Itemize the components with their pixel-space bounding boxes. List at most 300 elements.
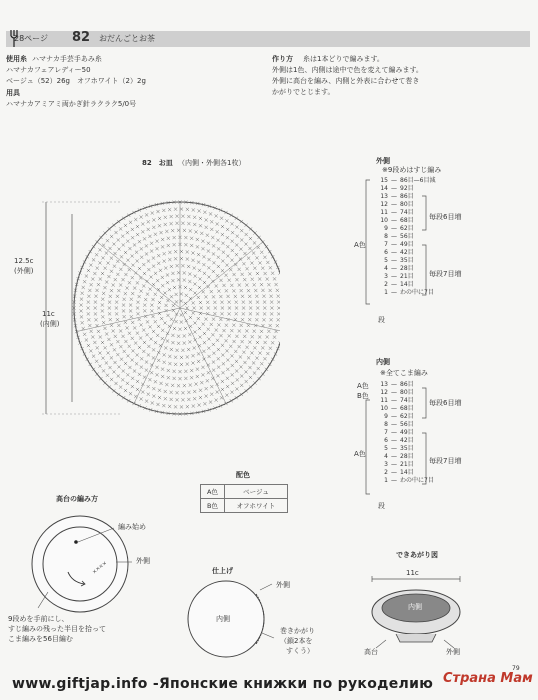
base-outer-label: 外側 [136, 557, 150, 565]
row-note: 6目減 [419, 177, 436, 184]
stitch-mark [261, 372, 264, 375]
stitch-mark [199, 396, 202, 399]
stitch-mark [140, 397, 143, 400]
stitch-mark [191, 361, 194, 364]
stitch-mark [240, 220, 243, 223]
stitch-count: 49目 [400, 429, 414, 436]
table-row: 13 — 86目 [378, 381, 434, 389]
stitch-mark [193, 397, 196, 400]
stitch-mark [157, 359, 160, 362]
table-row: 15 — 86目—6目減 [378, 177, 435, 185]
stitch-mark [212, 244, 215, 247]
stitch-mark [240, 384, 243, 387]
dim-outer: 12.5c [14, 257, 34, 265]
stitch-mark [134, 218, 137, 221]
inner-color-a: A色 [357, 382, 369, 390]
base-start-label: 編み始め [118, 523, 146, 531]
stitch-mark [151, 211, 154, 214]
inner-color-a2: A色 [354, 450, 366, 458]
outer-group2: 毎段7目増 [429, 270, 462, 278]
stitch-mark [161, 337, 164, 340]
stitch-mark [106, 239, 109, 242]
method-line: 外側に高台を編み、内側と外表に合わせて巻き [272, 77, 420, 85]
stitch-mark [184, 243, 187, 246]
row-number: 3 [384, 273, 388, 280]
stitch-mark [256, 301, 259, 304]
stitch-mark [121, 235, 124, 238]
stitch-mark [148, 235, 151, 238]
base-ring-title: 高台の編み方 [56, 495, 98, 503]
stitch-mark [242, 306, 245, 309]
stitch-mark [80, 303, 83, 306]
stitch-mark [240, 238, 243, 241]
result-base-label: 高台 [364, 648, 378, 656]
stitch-mark [243, 361, 246, 364]
stitch-mark [152, 226, 155, 229]
stitch-mark [186, 250, 189, 253]
row-number: 12 [380, 201, 388, 208]
stitch-mark [134, 341, 137, 344]
stitch-mark [193, 346, 196, 349]
stitch-mark [109, 318, 112, 321]
stitch-mark [203, 281, 206, 284]
stitch-mark [103, 327, 106, 330]
stitch-mark [131, 228, 134, 231]
stitch-mark [235, 226, 238, 229]
stitch-mark [242, 312, 245, 315]
stitch-mark [230, 214, 233, 217]
stitch-mark [216, 274, 219, 277]
stitch-mark [207, 242, 210, 245]
stitch-mark [141, 222, 144, 225]
stitch-mark [131, 254, 134, 257]
stitch-mark [253, 381, 256, 384]
stitch-mark [116, 273, 119, 276]
stitch-mark [181, 215, 184, 218]
row-number: 13 [380, 193, 388, 200]
stitch-mark [161, 375, 164, 378]
stitch-mark [117, 238, 120, 241]
table-row: 5 — 35目 [378, 445, 434, 453]
stitch-mark [220, 301, 223, 304]
stitch-mark [122, 396, 125, 399]
stitch-mark [200, 232, 203, 235]
stitch-mark [266, 261, 269, 264]
stitch-mark [129, 221, 132, 224]
page-number: 79 [512, 665, 520, 672]
inner-color-b: B色 [357, 392, 369, 400]
stitch-mark [221, 388, 224, 391]
stitch-mark [131, 321, 134, 324]
stitch-mark [129, 309, 132, 312]
stitch-mark [145, 213, 148, 216]
stitch-mark [106, 374, 109, 377]
stitch-mark [117, 393, 120, 396]
table-row: 10 — 68目 [378, 217, 435, 225]
stitch-mark [161, 368, 164, 371]
stitch-mark [222, 251, 225, 254]
base-note: 9段めを手前にし、 [8, 615, 69, 623]
stitch-mark [87, 318, 90, 321]
stitch-mark [267, 330, 270, 333]
row-number: 8 [384, 233, 388, 240]
stitch-mark [114, 278, 117, 281]
stitch-mark [277, 306, 280, 309]
stitch-mark [190, 244, 193, 247]
stitch-mark [185, 294, 188, 297]
stitch-mark [270, 318, 273, 321]
stitch-mark [189, 383, 192, 386]
stitch-mark [267, 283, 270, 286]
stitch-count: 35目 [400, 257, 414, 264]
stitch-mark [270, 312, 273, 315]
stitch-mark [207, 275, 210, 278]
stitch-mark [258, 277, 261, 280]
stitch-mark [234, 295, 237, 298]
method-line: 外側は1色、内側は途中で色を変えて編みます。 [272, 66, 423, 74]
stitch-mark [170, 265, 173, 268]
stitch-mark [87, 344, 90, 347]
stitch-mark [99, 277, 102, 280]
stitch-mark [188, 280, 191, 283]
stitch-mark [176, 349, 179, 352]
stitch-mark [91, 277, 94, 280]
stitch-mark [225, 394, 228, 397]
stitch-mark [201, 240, 204, 243]
stitch-mark [263, 312, 266, 315]
stitch-count: 68目 [400, 405, 414, 412]
stitch-mark [253, 241, 256, 244]
stitch-mark [207, 337, 210, 340]
stitch-mark [248, 295, 251, 298]
color-table-title: 配色 [236, 471, 250, 479]
finish-outer-label: 外側 [276, 581, 290, 589]
stitch-mark [155, 366, 158, 369]
stitch-mark [160, 296, 163, 299]
stitch-mark [140, 366, 143, 369]
stitch-mark [170, 295, 173, 298]
outer-table-note: ※9段めはすじ編み [382, 166, 442, 174]
stitch-mark [150, 371, 153, 374]
stitch-mark [230, 329, 233, 332]
stitch-count: 56目 [400, 233, 414, 240]
stitch-mark [260, 330, 263, 333]
stitch-mark [193, 223, 196, 226]
stitch-mark [191, 259, 194, 262]
stitch-mark [190, 369, 193, 372]
stitch-mark [187, 222, 190, 225]
stitch-mark [117, 374, 120, 377]
color-table [200, 484, 288, 513]
stitch-mark [245, 267, 248, 270]
stitch-mark [131, 358, 134, 361]
stitch-mark [180, 405, 183, 408]
stitch-mark [202, 255, 205, 258]
stitch-mark [173, 286, 176, 289]
stitch-mark [232, 324, 235, 327]
stitch-mark [180, 207, 183, 210]
stitch-mark [110, 289, 113, 292]
stitch-mark [110, 356, 113, 359]
stitch-mark [200, 306, 203, 309]
table-row: 11 — 74目 [378, 397, 434, 405]
stitch-mark [184, 236, 187, 239]
stitch-mark [225, 289, 228, 292]
stitch-mark [277, 300, 280, 303]
stitch-mark [265, 245, 268, 248]
stitch-count: 42目 [400, 249, 414, 256]
stitch-mark [101, 298, 104, 301]
table-row: 4 — 28目 [378, 265, 435, 273]
stitch-mark [245, 233, 248, 236]
stitch-mark [220, 217, 223, 220]
stitch-mark [112, 242, 115, 245]
stitch-mark [207, 371, 210, 374]
stitch-mark [164, 266, 167, 269]
stitch-count: 28目 [400, 265, 414, 272]
row-number: 14 [380, 185, 388, 192]
stitch-mark [232, 340, 235, 343]
stitch-mark [256, 272, 259, 275]
stitch-mark [241, 273, 244, 276]
stitch-mark [149, 275, 152, 278]
stitch-mark [263, 306, 266, 309]
stitch-mark [186, 208, 189, 211]
stitch-mark [211, 236, 214, 239]
stitch-mark [124, 251, 127, 254]
stitch-mark [167, 369, 170, 372]
stitch-mark [108, 301, 111, 304]
stitch-mark [240, 374, 243, 377]
stitch-mark [129, 303, 132, 306]
stitch-mark [180, 320, 183, 323]
stitch-mark [260, 251, 263, 254]
stitch-mark [219, 295, 222, 298]
row-number: 9 [384, 413, 388, 420]
stitch-mark [90, 330, 93, 333]
stitch-mark [198, 277, 201, 280]
stitch-mark [221, 233, 224, 236]
stitch-mark [270, 295, 273, 298]
stitch-mark [183, 229, 186, 232]
stitch-mark [170, 398, 173, 401]
stitch-mark [126, 286, 129, 289]
stitch-mark [116, 260, 119, 263]
stitch-mark [145, 360, 148, 363]
stitch-mark [168, 251, 171, 254]
stitch-mark [222, 329, 225, 332]
stitch-mark [147, 259, 150, 262]
stitch-mark [216, 339, 219, 342]
stitch-mark [165, 309, 168, 312]
stitch-mark [147, 220, 150, 223]
stitch-mark [230, 259, 233, 262]
stitch-mark [138, 373, 141, 376]
stitch-mark [194, 230, 197, 233]
stitch-mark [165, 383, 168, 386]
stitch-count: 86目 [400, 193, 414, 200]
stitch-mark [219, 279, 222, 282]
stitch-mark [155, 373, 158, 376]
stitch-mark [147, 385, 150, 388]
stitch-mark [265, 368, 268, 371]
stitch-mark [98, 365, 101, 368]
stitch-mark [166, 339, 169, 342]
row-number: 5 [384, 257, 388, 264]
stitch-mark [212, 369, 215, 372]
stitch-mark [143, 272, 146, 275]
stitch-mark [221, 371, 224, 374]
stitch-mark [184, 327, 187, 330]
stitch-mark [110, 257, 113, 260]
stitch-mark [264, 272, 267, 275]
stitch-mark [221, 259, 224, 262]
stitch-mark [129, 392, 132, 395]
stitch-mark [89, 349, 92, 352]
stitch-mark [217, 357, 220, 360]
stitch-mark [107, 275, 110, 278]
stitch-mark [225, 324, 228, 327]
stitch-mark [210, 220, 213, 223]
stitch-mark [171, 279, 174, 282]
stitch-mark [170, 391, 173, 394]
stitch-mark [170, 215, 173, 218]
stitch-mark [253, 371, 256, 374]
stitch-mark [168, 288, 171, 291]
stitch-mark [249, 385, 252, 388]
stitch-mark [80, 298, 83, 301]
stitch-mark [261, 267, 264, 270]
stitch-mark [212, 270, 215, 273]
stitch-mark [212, 252, 215, 255]
stitch-mark [202, 350, 205, 353]
stitch-mark [106, 351, 109, 354]
stitch-mark [209, 400, 212, 403]
stitch-mark [239, 247, 242, 250]
stitch-mark [142, 263, 145, 266]
stitch-mark [105, 361, 108, 364]
stitch-mark [220, 312, 223, 315]
stitch-mark [202, 263, 205, 266]
stitch-mark [243, 278, 246, 281]
stitch-mark [119, 345, 122, 348]
stitch-mark [226, 385, 229, 388]
stitch-mark [212, 360, 215, 363]
stitch-mark [240, 393, 243, 396]
stitch-mark [251, 278, 254, 281]
result-title: できあがり図 [396, 551, 438, 559]
stitch-count: わの中に7目 [400, 477, 434, 484]
stitch-count: 49目 [400, 241, 414, 248]
stitch-mark [113, 252, 116, 255]
finish-inner-label: 内側 [216, 615, 230, 623]
stitch-count: 86目 [400, 177, 414, 184]
stitch-mark [124, 292, 127, 295]
stitch-mark [135, 251, 138, 254]
stitch-mark [101, 309, 104, 312]
stitch-mark [242, 262, 245, 265]
stitch-mark [201, 366, 204, 369]
stitch-mark [247, 257, 250, 260]
stitch-mark [202, 290, 205, 293]
stitch-mark [171, 341, 174, 344]
stitch-mark [193, 266, 196, 269]
stitch-mark [92, 355, 95, 358]
inner-group1: 毎段6目増 [429, 399, 462, 407]
row-number: 1 [384, 477, 388, 484]
stitch-mark [95, 253, 98, 256]
stitch-mark [143, 309, 146, 312]
stitch-mark [126, 231, 129, 234]
stitch-mark [199, 301, 202, 304]
stitch-mark [217, 290, 220, 293]
stitch-mark [163, 353, 166, 356]
stitch-mark [122, 309, 125, 312]
stitch-mark [133, 243, 136, 246]
method-label: 作り方 [272, 55, 293, 63]
stitch-mark [203, 402, 206, 405]
stitch-mark [199, 224, 202, 227]
stitch-mark [231, 373, 234, 376]
stitch-mark [158, 396, 161, 399]
stitch-mark [142, 284, 145, 287]
row-number: 10 [380, 405, 388, 412]
stitch-mark [116, 295, 119, 298]
stitch-mark [217, 256, 220, 259]
stitch-mark [87, 269, 90, 272]
stitch-mark [128, 281, 131, 284]
stitch-mark [154, 380, 157, 383]
stitch-mark [115, 312, 118, 315]
stitch-mark [161, 284, 164, 287]
stitch-mark [161, 238, 164, 241]
table-row: 8 — 56目 [378, 421, 434, 429]
stitch-mark [119, 227, 122, 230]
stitch-mark [99, 236, 102, 239]
stitch-mark [232, 289, 235, 292]
stitch-mark [214, 306, 217, 309]
stitch-mark [136, 306, 139, 309]
stitch-mark [88, 324, 91, 327]
stitch-mark [83, 280, 86, 283]
stitch-mark [151, 315, 154, 318]
result-width: 11c [406, 569, 419, 577]
stitch-mark [131, 349, 134, 352]
stitch-mark [176, 264, 179, 267]
chart-outer-ring [74, 202, 280, 414]
stitch-mark [131, 276, 134, 279]
stitch-mark [248, 247, 251, 250]
stitch-mark [145, 244, 148, 247]
stitch-mark [193, 306, 196, 309]
stitch-mark [92, 258, 95, 261]
stitch-mark [92, 368, 95, 371]
stitch-mark [240, 324, 243, 327]
stitch-mark [253, 231, 256, 234]
row-number: 10 [380, 217, 388, 224]
stitch-mark [221, 269, 224, 272]
stitch-mark [228, 279, 231, 282]
stitch-mark [189, 316, 192, 319]
stitch-mark [155, 247, 158, 250]
stitch-mark [156, 210, 159, 213]
stitch-mark [138, 267, 141, 270]
stitch-mark [140, 247, 143, 250]
stitch-count: 62目 [400, 225, 414, 232]
stitch-mark [269, 324, 272, 327]
stitch-mark [273, 336, 276, 339]
row-number: 11 [380, 397, 388, 404]
